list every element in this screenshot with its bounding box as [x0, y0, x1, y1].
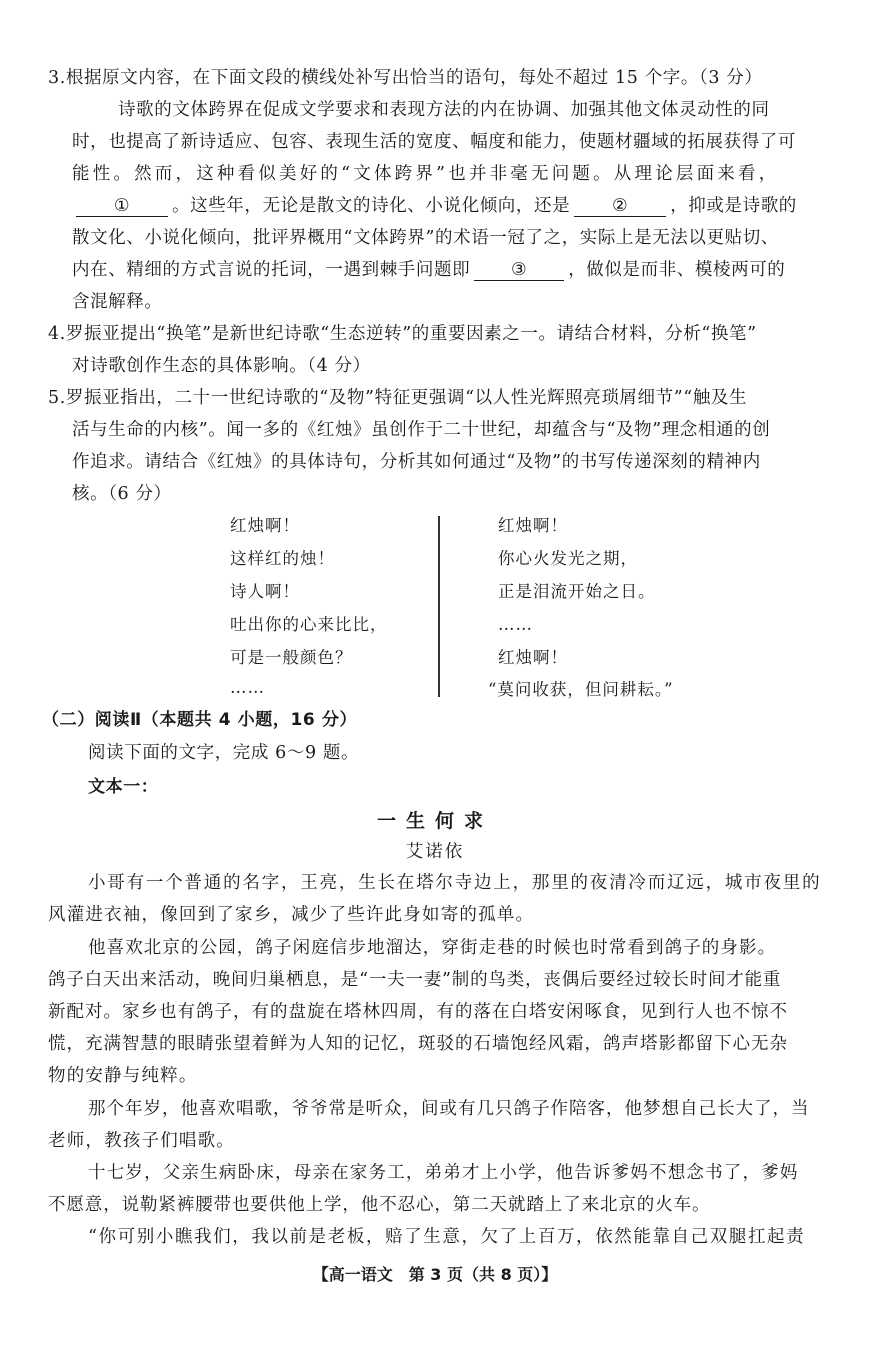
story-line: 物的安静与纯粹。 — [48, 1066, 198, 1086]
poem-line: 这样红的烛！ — [230, 549, 335, 568]
story-line: 小哥有一个普通的名字，王亮，生长在塔尔寺边上，那里的夜清冷而辽远，城市夜里的 — [88, 873, 822, 893]
story-line: 老师，教孩子们唱歌。 — [48, 1131, 235, 1151]
section-heading: （二）阅读Ⅱ（本题共 4 小题，16 分） — [42, 710, 358, 730]
q3-passage-line: 含混解释。 — [72, 292, 163, 312]
poem-line: 红烛啊！ — [230, 516, 300, 535]
answer-blank-2[interactable]: ② — [574, 196, 666, 217]
q3-passage-line: 能性。然而，这种看似美好的“文体跨界”也并非毫无问题。从理论层面来看， — [72, 164, 780, 184]
story-line: 他喜欢北京的公园，鸽子闲庭信步地溜达，穿街走巷的时候也时常看到鸽子的身影。 — [88, 938, 777, 958]
answer-blank-3[interactable]: ③ — [474, 260, 564, 281]
question-5-stem: 5.罗振亚指出，二十一世纪诗歌的“及物”特征更强调“以人性光辉照亮琐屑细节”“触及生 — [48, 388, 748, 408]
question-5-stem: 活与生命的内核”。闻一多的《红烛》虽创作于二十世纪，却蕴含与“及物”理念相通的创 — [72, 420, 771, 440]
question-4-stem: 4.罗振亚提出“换笔”是新世纪诗歌“生态逆转”的重要因素之一。请结合材料，分析“换笔” — [48, 324, 757, 344]
story-line: “你可别小瞧我们，我以前是老板，赔了生意，欠了上百万，依然能靠自己双腿扛起责 — [88, 1227, 806, 1247]
answer-blank-1[interactable]: ① — [76, 196, 168, 217]
story-title: 一生何求 — [376, 810, 493, 832]
story-line: 风灌进衣袖，像回到了家乡，减少了些许此身如寄的孤单。 — [48, 905, 535, 925]
question-3-stem: 3.根据原文内容，在下面文段的横线处补写出恰当的语句，每处不超过 15 个字。（3 分） — [48, 68, 763, 88]
q3-passage-line: 散文化、小说化倾向，批评界概用“文体跨界”的术语一冠了之，实际上是无法以更贴切、 — [72, 228, 779, 248]
q3-passage-line: 时，也提高了新诗适应、包容、表现生活的宽度、幅度和能力，使题材疆域的拓展获得了可 — [72, 132, 796, 152]
poem-divider — [438, 516, 440, 697]
poem-line: 红烛啊！ — [498, 648, 568, 667]
poem-line: 你心火发光之期， — [498, 549, 638, 568]
question-5-stem: 核。（6 分） — [72, 484, 172, 504]
poem-line: 可是一般颜色？ — [230, 648, 353, 667]
q3-text: 内在、精细的方式言说的托词，一遇到棘手问题即 — [72, 260, 471, 280]
story-line: 那个年岁，他喜欢唱歌，爷爷常是听众，间或有几只鸽子作陪客，他梦想自己长大了，当 — [88, 1099, 810, 1119]
story-line: 新配对。家乡也有鸽子，有的盘旋在塔林四周，有的落在白塔安闲啄食，见到行人也不惊不 — [48, 1002, 788, 1022]
story-line: 慌，充满智慧的眼睛张望着鲜为人知的记忆，斑驳的石墙饱经风霜，鸽声塔影都留下心无杂 — [48, 1034, 788, 1054]
story-line: 十七岁，父亲生病卧床，母亲在家务工，弟弟才上小学，他告诉爹妈不想念书了，爹妈 — [88, 1163, 799, 1183]
question-5-stem: 作追求。请结合《红烛》的具体诗句，分析其如何通过“及物”的书写传递深刻的精神内 — [72, 452, 761, 472]
poem-line: …… — [230, 678, 265, 697]
poem-line: 吐出你的心来比比， — [230, 615, 388, 634]
poem-line: …… — [498, 615, 533, 634]
story-line: 鸽子白天出来活动，晚间归巢栖息，是“一夫一妻”制的鸟类，丧偶后要经过较长时间才能重 — [48, 970, 782, 990]
q3-text: 。这些年，无论是散文的诗化、小说化倾向，还是 — [172, 196, 571, 216]
q3-passage-line-blanks — [72, 194, 797, 218]
poem-line: 正是泪流开始之日。 — [498, 582, 656, 601]
text-one-label: 文本一： — [88, 777, 159, 797]
section-instruction: 阅读下面的文字，完成 6～9 题。 — [88, 743, 360, 763]
q3-passage-line: 诗歌的文体跨界在促成文学要求和表现方法的内在协调、加强其他文体灵动性的同 — [118, 100, 770, 120]
story-line: 不愿意，说勒紧裤腰带也要供他上学，他不忍心，第二天就踏上了来北京的火车。 — [48, 1195, 711, 1215]
page-footer: 【高一语文 第 3 页（共 8 页）】 — [312, 1265, 558, 1284]
q3-text: ，做似是而非、模棱两可的 — [568, 260, 786, 280]
poem-line: 诗人啊！ — [230, 582, 300, 601]
story-author: 艾诺依 — [405, 842, 465, 862]
q3-passage-line-blanks — [72, 258, 785, 282]
q3-text: ，抑或是诗歌的 — [670, 196, 797, 216]
poem-line: “莫问收获，但问耕耘。” — [488, 680, 674, 699]
question-4-stem: 对诗歌创作生态的具体影响。（4 分） — [72, 356, 371, 376]
poem-line: 红烛啊！ — [498, 516, 568, 535]
